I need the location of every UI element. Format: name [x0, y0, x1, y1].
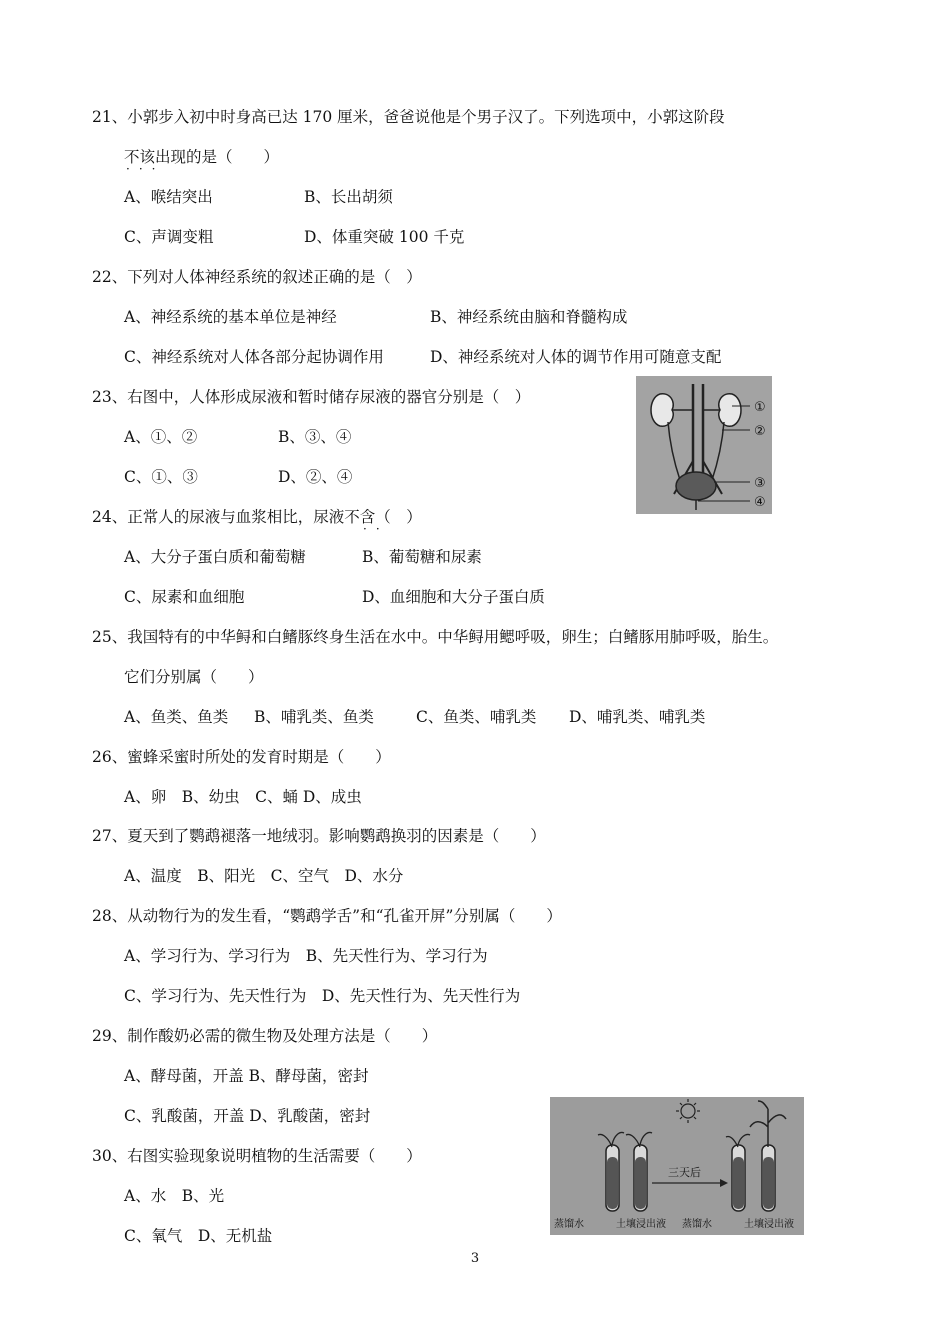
- q21-option-d: D、体重突破 100 千克: [304, 228, 465, 246]
- q23-option-d: D、②、④: [278, 468, 353, 486]
- q21-option-b: B、长出胡须: [304, 188, 393, 206]
- figure-label-2: ②: [754, 424, 766, 439]
- figure-label-4: ④: [754, 495, 766, 510]
- tube-label-3: 蒸馏水: [682, 1219, 712, 1230]
- q26-options: A、卵 B、幼虫 C、蛹 D、成虫: [124, 788, 362, 806]
- q23-option-c: C、①、③: [124, 468, 198, 486]
- page-number: 3: [470, 1251, 480, 1266]
- q22-option-a: A、神经系统的基本单位是神经: [124, 308, 337, 326]
- q29-options-cd: C、乳酸菌，开盖 D、乳酸菌，密封: [124, 1107, 371, 1125]
- q21-option-a: A、喉结突出: [124, 188, 213, 206]
- plant-experiment-figure: [550, 1097, 804, 1235]
- q30-options-cd: C、氧气 D、无机盐: [124, 1227, 273, 1245]
- bladder: [676, 472, 716, 500]
- left-kidney: [651, 394, 673, 426]
- q24-option-a: A、大分子蛋白质和葡萄糖: [124, 548, 306, 566]
- q21-stem-line1: 21、小郭步入初中时身高已达 170 厘米，爸爸说他是个男子汉了。下列选项中，小郭这阶段: [92, 108, 725, 126]
- emphasis-dots: ·​·: [363, 522, 389, 536]
- q24-option-b: B、葡萄糖和尿素: [362, 548, 482, 566]
- q21-stem-line2: 不该出现的是（ ）: [124, 148, 280, 166]
- q26-stem: 26、蜜蜂采蜜时所处的发育时期是（ ）: [92, 748, 391, 766]
- q24-option-d: D、血细胞和大分子蛋白质: [362, 588, 545, 606]
- q23-stem: 23、右图中，人体形成尿液和暂时储存尿液的器官分别是（ ）: [92, 388, 531, 406]
- q22-option-d: D、神经系统对人体的调节作用可随意支配: [430, 348, 722, 366]
- q25-option-b: B、哺乳类、鱼类: [254, 708, 374, 726]
- tube-label-4: 土壤浸出液: [744, 1219, 794, 1230]
- urinary-system-figure: [636, 376, 772, 514]
- q25-option-c: C、鱼类、哺乳类: [416, 708, 537, 726]
- tube-label-1: 蒸馏水: [554, 1219, 584, 1230]
- q25-option-d: D、哺乳类、哺乳类: [569, 708, 706, 726]
- q21-option-c: C、声调变粗: [124, 228, 214, 246]
- q27-stem: 27、夏天到了鹦鹉褪落一地绒羽。影响鹦鹉换羽的因素是（ ）: [92, 827, 546, 845]
- figure-label-1: ①: [754, 400, 766, 415]
- q25-stem-line1: 25、我国特有的中华鲟和白鳍豚终身生活在水中。中华鲟用鳃呼吸，卵生；白鳍豚用肺呼吸，胎生。: [92, 628, 779, 646]
- q29-stem: 29、制作酸奶必需的微生物及处理方法是（ ）: [92, 1027, 438, 1045]
- q22-option-c: C、神经系统对人体各部分起协调作用: [124, 348, 384, 366]
- q30-stem: 30、右图实验现象说明植物的生活需要（ ）: [92, 1147, 422, 1165]
- q22-option-b: B、神经系统由脑和脊髓构成: [430, 308, 628, 326]
- q23-option-a: A、①、②: [124, 428, 198, 446]
- figure-label-3: ③: [754, 476, 766, 491]
- q27-options: A、温度 B、阳光 C、空气 D、水分: [124, 867, 404, 885]
- q28-options-ab: A、学习行为、学习行为 B、先天性行为、学习行为: [124, 947, 488, 965]
- q23-option-b: B、③、④: [278, 428, 352, 446]
- arrow-label: 三天后: [668, 1166, 701, 1179]
- right-kidney: [719, 394, 741, 426]
- q25-stem-line2: 它们分别属（ ）: [124, 668, 264, 686]
- q24-option-c: C、尿素和血细胞: [124, 588, 245, 606]
- q22-stem: 22、下列对人体神经系统的叙述正确的是（ ）: [92, 268, 422, 286]
- q30-options-ab: A、水 B、光: [124, 1187, 225, 1205]
- q29-options-ab: A、酵母菌，开盖 B、酵母菌，密封: [124, 1067, 369, 1085]
- emphasis-dots: ·​·​·: [126, 162, 165, 176]
- q24-stem: 24、正常人的尿液与血浆相比，尿液不含（ ）: [92, 508, 422, 526]
- q28-stem: 28、从动物行为的发生看，“鹦鹉学舌”和“孔雀开屏”分别属（ ）: [92, 907, 562, 925]
- q28-options-cd: C、学习行为、先天性行为 D、先天性行为、先天性行为: [124, 987, 521, 1005]
- q25-option-a: A、鱼类、鱼类: [124, 708, 229, 726]
- tube-label-2: 土壤浸出液: [616, 1219, 666, 1230]
